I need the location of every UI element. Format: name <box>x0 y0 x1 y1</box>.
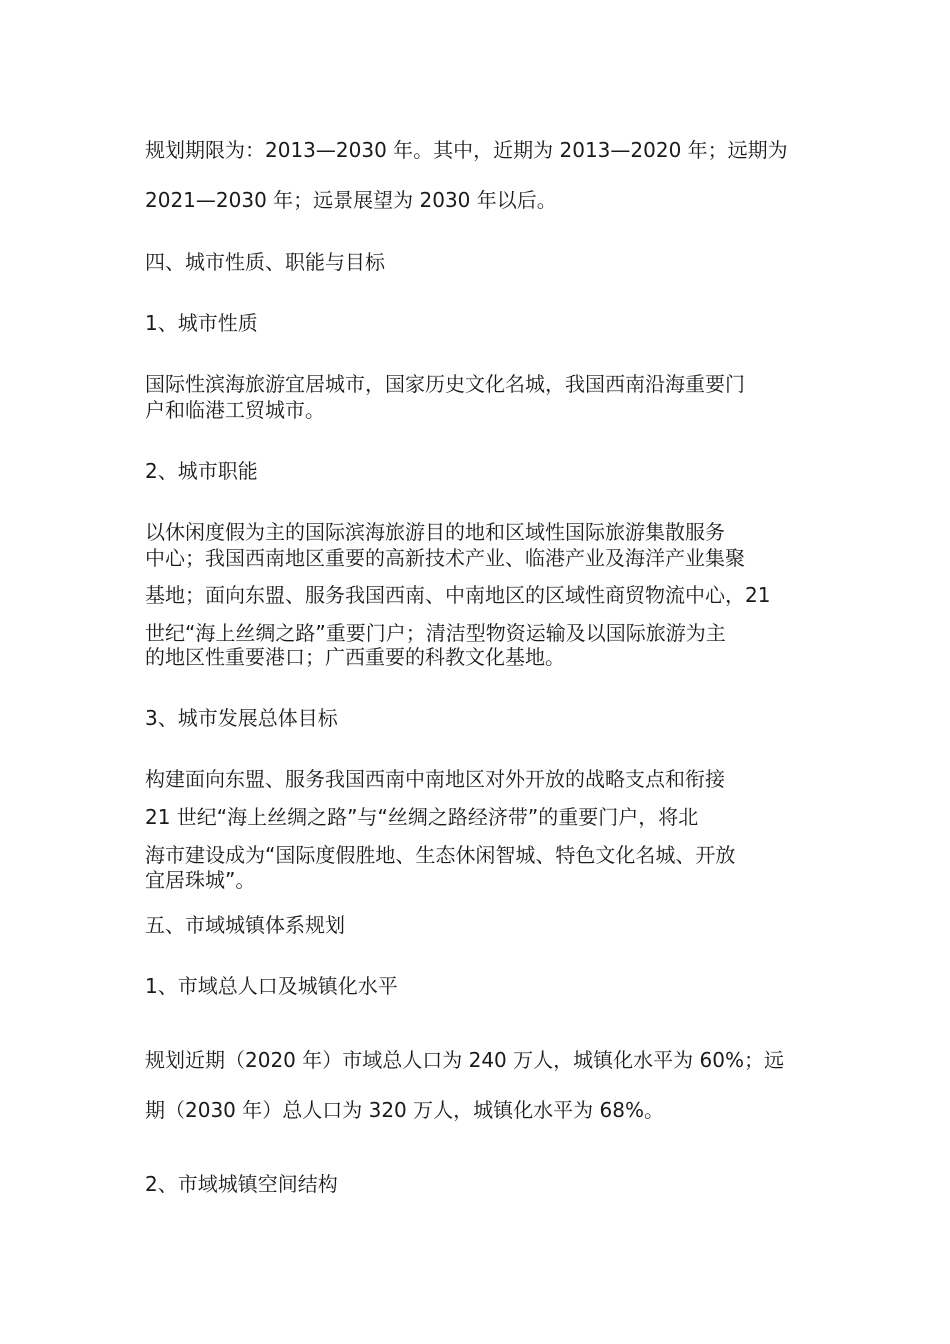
subheading-development-goal: 3、城市发展总体目标 <box>145 706 338 730</box>
paragraph-planning-period-line-2: 2021—2030 年；远景展望为 2030 年以后。 <box>145 188 557 212</box>
section-heading-4: 四、城市性质、职能与目标 <box>145 250 385 274</box>
paragraph-population-line-2: 期（2030 年）总人口为 320 万人，城镇化水平为 68%。 <box>145 1098 664 1122</box>
subheading-city-functions: 2、城市职能 <box>145 459 258 483</box>
paragraph-city-functions-line-3: 基地；面向东盟、服务我国西南、中南地区的区域性商贸物流中心，21 <box>145 583 771 607</box>
paragraph-population-line-1: 规划近期（2020 年）市域总人口为 240 万人，城镇化水平为 60%；远 <box>145 1048 784 1072</box>
paragraph-city-functions-line-1: 以休闲度假为主的国际滨海旅游目的地和区域性国际旅游集散服务 <box>145 520 725 544</box>
subheading-spatial-structure: 2、市域城镇空间结构 <box>145 1172 338 1196</box>
paragraph-city-nature-line-1: 国际性滨海旅游宜居城市，国家历史文化名城，我国西南沿海重要门 <box>145 372 745 396</box>
section-heading-5: 五、市域城镇体系规划 <box>145 913 345 937</box>
paragraph-development-goal-line-2: 21 世纪“海上丝绸之路”与“丝绸之路经济带”的重要门户，将北 <box>145 805 699 829</box>
subheading-city-nature: 1、城市性质 <box>145 311 258 335</box>
paragraph-development-goal-line-4: 宜居珠城”。 <box>145 868 256 892</box>
paragraph-city-nature-line-2: 户和临港工贸城市。 <box>145 398 325 422</box>
paragraph-city-functions-line-5: 的地区性重要港口；广西重要的科教文化基地。 <box>145 645 565 669</box>
paragraph-development-goal-line-1: 构建面向东盟、服务我国西南中南地区对外开放的战略支点和衔接 <box>145 767 725 791</box>
paragraph-city-functions-line-4: 世纪“海上丝绸之路”重要门户；清洁型物资运输及以国际旅游为主 <box>145 621 726 645</box>
paragraph-city-functions-line-2: 中心；我国西南地区重要的高新技术产业、临港产业及海洋产业集聚 <box>145 546 745 570</box>
paragraph-development-goal-line-3: 海市建设成为“国际度假胜地、生态休闲智城、特色文化名城、开放 <box>145 843 736 867</box>
subheading-population-urbanization: 1、市域总人口及城镇化水平 <box>145 974 398 998</box>
paragraph-planning-period-line-1: 规划期限为：2013—2030 年。其中，近期为 2013—2020 年；远期为 <box>145 138 788 162</box>
